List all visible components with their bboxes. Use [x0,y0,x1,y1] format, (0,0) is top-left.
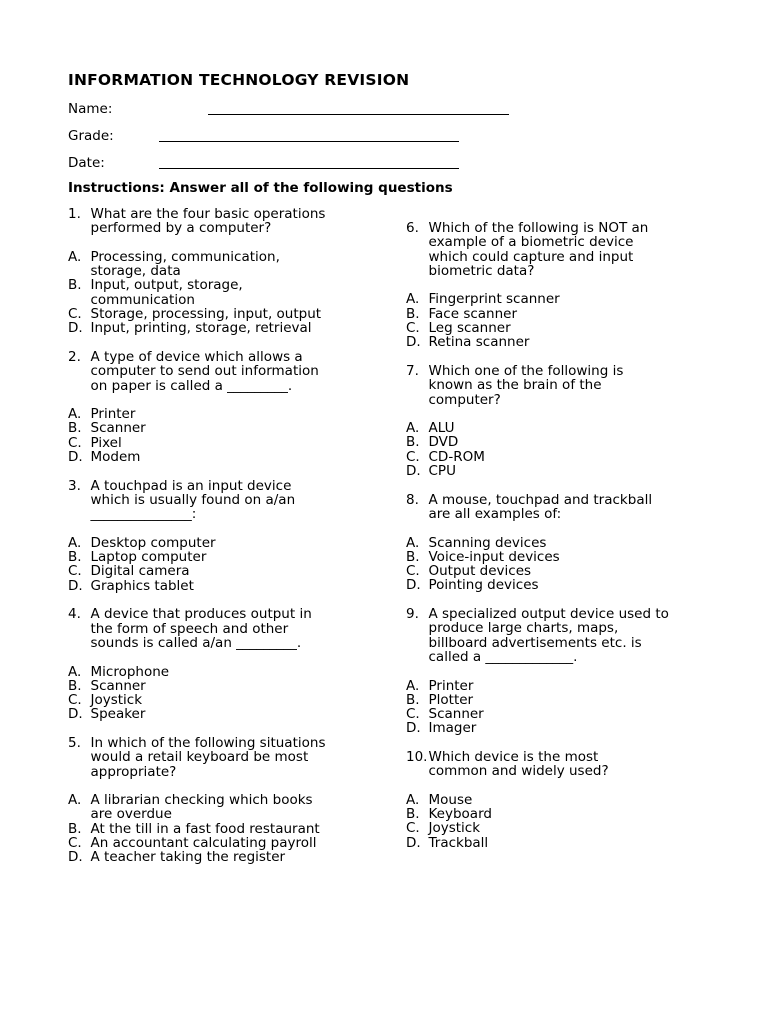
question [406,607,706,664]
question-text: What are the four basic operations performed by a computer? [90,206,326,237]
answer-option [406,421,706,435]
answer-option [406,536,706,550]
answer-options [68,250,368,336]
option-letter: C. [406,820,420,837]
option-text: CPU [428,463,456,480]
option-text: At the till in a fast food restaurant [90,820,320,837]
date-field[interactable] [159,168,459,169]
option-text: A librarian checking which books are overdue [90,792,313,823]
question-number: 1. [68,206,81,222]
option-letter: A. [68,792,82,809]
question [68,479,368,522]
option-letter: C. [68,306,82,323]
answer-option [406,721,706,735]
answer-option [68,564,368,578]
answer-option [406,464,706,478]
answer-option [406,435,706,449]
answer-option [406,292,706,306]
answer-option [68,550,368,564]
answer-option [68,321,368,335]
option-letter: D. [406,834,421,851]
option-letter: B. [68,277,82,294]
option-text: Scanner [90,420,146,437]
answer-option [406,564,706,578]
option-text: Leg scanner [428,320,511,337]
answer-option [68,693,368,707]
question-text: In which of the following situations would a retail keyboard be most appropriate? [90,734,326,780]
answer-option [68,421,368,435]
answer-option [68,579,368,593]
question-number: 6. [406,220,419,236]
grade-field[interactable] [159,141,459,142]
answer-option [406,550,706,564]
answer-option [68,793,368,822]
option-letter: D. [406,577,421,594]
option-text: Input, printing, storage, retrieval [90,320,312,337]
question-number: 4. [68,606,81,623]
answer-option [406,707,706,721]
answer-options [406,536,706,593]
option-letter: B. [68,677,82,694]
answer-option [406,679,706,693]
question [68,207,368,236]
option-text: Scanner [428,706,484,723]
answer-option [68,707,368,721]
question-text: A specialized output device used to produce large charts, maps, billboard advertisements etc. is called a _____________. [428,606,669,665]
question-text: A mouse, touchpad and trackball are all examples of: [428,491,653,522]
option-letter: C. [68,563,82,580]
option-letter: C. [68,692,82,709]
instructions: Instructions: Answer all of the following questions [68,180,453,196]
option-text: Face scanner [428,305,518,322]
answer-options [68,793,368,864]
option-text: Output devices [428,563,532,580]
question-number: 8. [406,491,419,508]
option-letter: B. [406,806,420,823]
option-letter: A. [68,406,82,423]
question-text: Which of the following is NOT an example of a biometric device which could capture and input biometric data? [428,220,649,279]
option-letter: B. [406,434,420,451]
date-label: Date: [68,155,105,171]
option-text: Desktop computer [90,534,216,551]
answer-option [406,578,706,592]
option-text: Printer [90,406,136,423]
option-text: Retina scanner [428,334,530,351]
question-text: Which device is the most common and widely used? [428,748,609,780]
question-text: A touchpad is an input device which is usually found on a/an _______________: [90,477,296,523]
question [68,350,368,393]
option-text: Storage, processing, input, output [90,306,322,323]
grade-label: Grade: [68,128,114,144]
option-letter: C. [406,706,420,723]
option-letter: D. [406,720,421,737]
option-letter: C. [406,448,420,465]
option-text: Scanning devices [428,534,547,551]
option-letter: D. [406,334,421,351]
answer-option [68,836,368,850]
option-text: Input, output, storage, communication [90,277,243,308]
option-letter: D. [68,577,83,594]
option-text: Keyboard [428,806,492,823]
answer-option [68,250,368,279]
answer-options [406,292,706,349]
option-text: Joystick [428,820,481,837]
answer-option [68,536,368,550]
option-letter: C. [68,434,82,451]
option-text: Laptop computer [90,549,207,566]
question-text: Which one of the following is known as the brain of the computer? [428,362,624,408]
answer-option [406,821,706,835]
option-letter: B. [68,820,82,837]
question [406,493,706,522]
option-text: Pixel [90,434,122,451]
option-text: ALU [428,420,455,437]
option-letter: C. [406,320,420,337]
option-text: DVD [428,434,459,451]
option-letter: A. [406,791,420,808]
answer-option [68,407,368,421]
answer-options [68,407,368,464]
option-letter: B. [406,305,420,322]
name-label: Name: [68,101,113,117]
answer-options [406,421,706,478]
option-letter: D. [68,320,83,337]
answer-option [68,307,368,321]
answer-options [68,665,368,722]
option-letter: A. [68,534,82,551]
option-text: Graphics tablet [90,577,194,594]
question [406,364,706,407]
option-text: CD-ROM [428,448,485,465]
option-text: Digital camera [90,563,190,580]
option-letter: A. [406,420,420,437]
option-letter: A. [406,534,420,551]
answer-option [406,807,706,821]
option-letter: C. [406,563,420,580]
option-letter: D. [68,449,83,466]
option-text: Mouse [428,791,473,808]
option-text: Trackball [428,834,489,851]
question-number: 10. [406,748,428,765]
option-letter: B. [406,691,420,708]
answer-option [406,450,706,464]
option-text: A teacher taking the register [90,849,286,866]
right-question-column [406,221,706,864]
answer-option [68,679,368,693]
option-text: Plotter [428,691,474,708]
answer-option [406,335,706,349]
answer-options [406,793,706,850]
answer-options [68,536,368,593]
question-number: 3. [68,477,81,494]
answer-options [406,679,706,736]
name-field[interactable] [208,114,509,115]
option-text: Pointing devices [428,577,539,594]
answer-option [68,450,368,464]
option-letter: D. [68,706,83,723]
option-letter: A. [406,677,420,694]
question [68,736,368,779]
option-letter: B. [406,548,420,565]
option-text: Scanner [90,677,146,694]
answer-option [406,836,706,850]
answer-option [406,307,706,321]
option-text: Speaker [90,706,146,723]
question [406,221,706,278]
answer-option [68,278,368,307]
option-letter: D. [406,463,421,480]
question-number: 9. [406,606,419,623]
option-text: Processing, communication, storage, data [90,248,280,280]
page-title: INFORMATION TECHNOLOGY REVISION [68,71,410,89]
option-letter: A. [68,248,82,265]
answer-option [68,436,368,450]
option-text: Microphone [90,663,170,680]
option-text: An accountant calculating payroll [90,835,317,852]
question-number: 7. [406,362,419,379]
option-letter: A. [406,291,420,308]
option-letter: D. [68,849,83,866]
option-text: Joystick [90,692,143,709]
option-text: Fingerprint scanner [428,291,560,308]
question [406,750,706,779]
option-text: Modem [90,449,141,466]
left-question-column [68,207,368,879]
option-letter: A. [68,663,82,680]
question-number: 2. [68,348,81,365]
answer-option [406,321,706,335]
option-text: Printer [428,677,474,694]
answer-option [68,822,368,836]
option-text: Imager [428,720,477,737]
question [68,607,368,650]
answer-option [406,793,706,807]
question-text: A device that produces output in the form of speech and other sounds is called a/an _________. [90,606,312,651]
answer-option [68,665,368,679]
option-letter: B. [68,420,82,437]
answer-option [406,693,706,707]
question-text: A type of device which allows a computer to send out information on paper is called a _________. [90,348,319,394]
option-letter: B. [68,549,82,566]
option-text: Voice-input devices [428,548,560,565]
answer-option [68,850,368,864]
question-number: 5. [68,734,81,751]
option-letter: C. [68,835,82,852]
